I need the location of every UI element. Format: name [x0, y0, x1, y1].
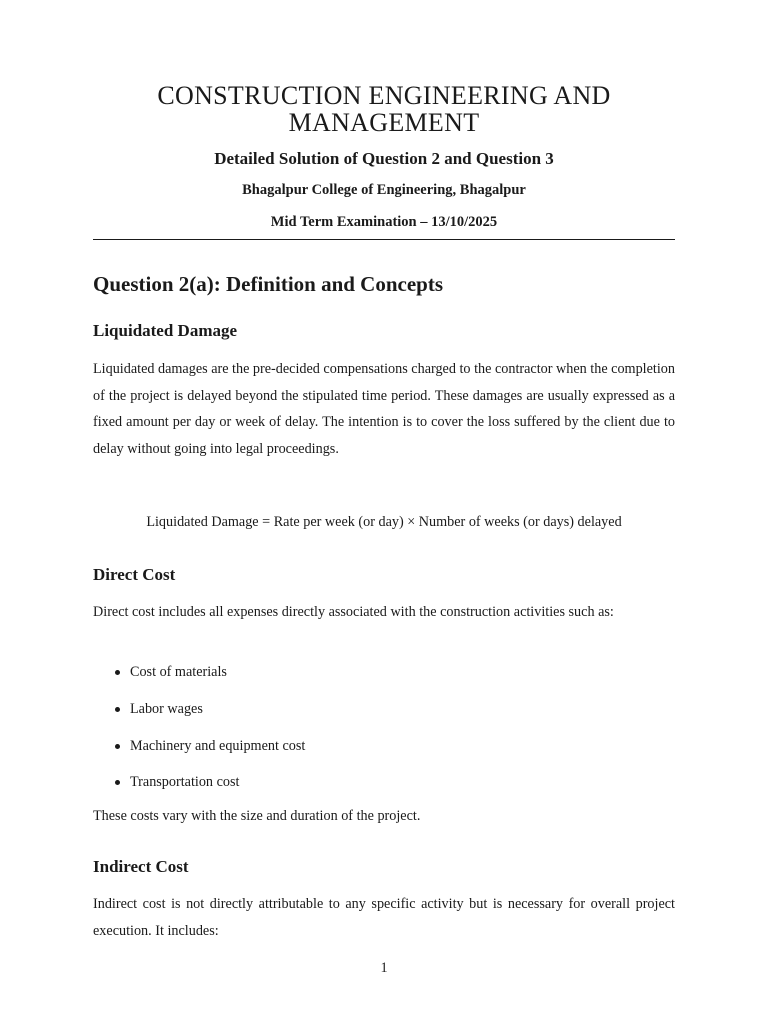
document-title: CONSTRUCTION ENGINEERING AND MANAGEMENT [157, 81, 611, 137]
bullet-icon [115, 670, 120, 675]
page-number: 1 [380, 960, 388, 976]
list-item-text: Labor wages [130, 700, 203, 717]
indirect-cost-heading: Indirect Cost [93, 857, 189, 876]
exam-info: Mid Term Examination – 13/10/2025 [270, 214, 498, 230]
liquidated-damage-equation: Liquidated Damage = Rate per week (or day) × Number of weeks (or days) delayed [146, 514, 622, 530]
list-item [112, 660, 305, 697]
list-item [112, 734, 305, 771]
list-item [112, 697, 305, 734]
liquidated-damage-paragraph: Liquidated damages are the pre-decided compensations charged to the contractor when the completion of the project is delayed beyond the stipulated time period. These damages are usually expressed as a fixed amount per day or week of delay. The intention is to cover the loss suffered by the client due to delay without going into legal proceedings. [93, 361, 675, 457]
list-item-text: Transportation cost [130, 774, 240, 791]
indirect-cost-intro: Indirect cost is not directly attributable to any specific activity but is necessary for overall project execution. It includes: [93, 896, 675, 939]
bullet-icon [115, 780, 120, 785]
direct-cost-list [112, 660, 305, 807]
list-item-text: Cost of materials [130, 664, 227, 680]
bullet-icon [115, 707, 120, 712]
direct-cost-intro: Direct cost includes all expenses directly associated with the construction activities such as: [93, 604, 614, 620]
direct-cost-closing: These costs vary with the size and duration of the project. [93, 808, 421, 824]
institution-name: Bhagalpur College of Engineering, Bhagalpur [242, 182, 526, 198]
list-item [112, 770, 305, 807]
liquidated-damage-heading: Liquidated Damage [93, 321, 238, 340]
section-heading: Question 2(a): Definition and Concepts [93, 272, 444, 296]
direct-cost-heading: Direct Cost [93, 565, 176, 584]
bullet-icon [115, 744, 120, 749]
title-divider [93, 239, 675, 240]
document-subtitle: Detailed Solution of Question 2 and Question 3 [214, 149, 554, 168]
list-item-text: Machinery and equipment cost [130, 737, 306, 754]
